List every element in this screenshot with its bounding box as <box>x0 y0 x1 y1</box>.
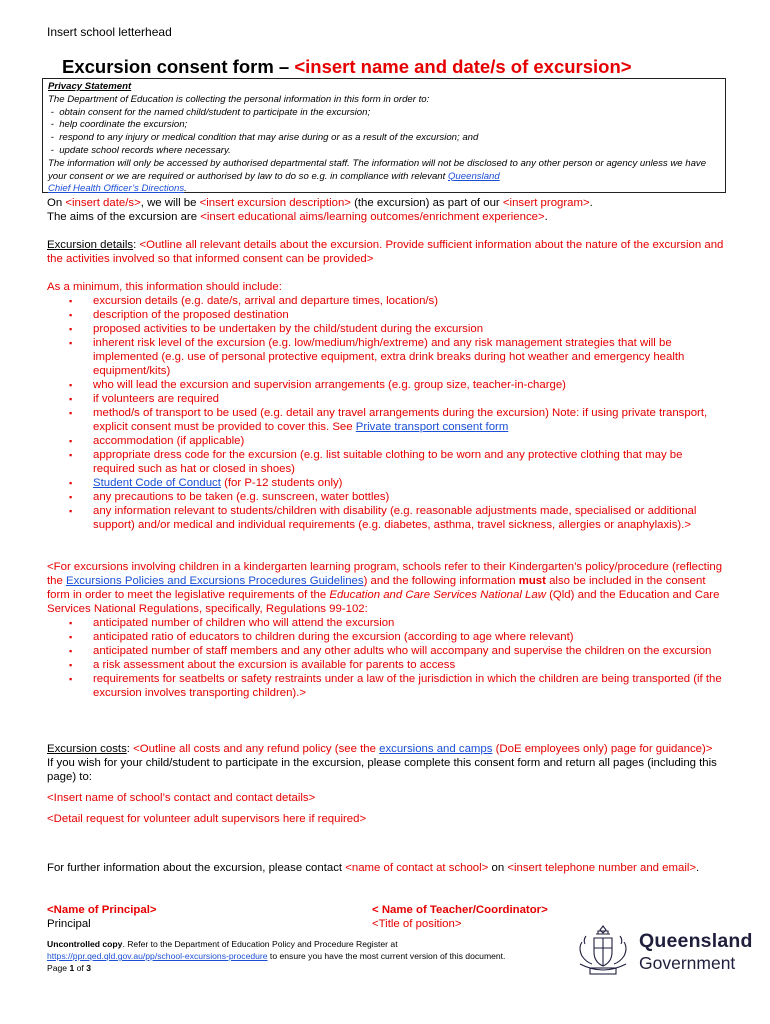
aims-placeholder: <insert educational aims/learning outcomes/enrichment experience> <box>200 211 545 223</box>
list-item: ▪ method/s of transport to be used (e.g. detail any travel arrangements during the excursion) Note: if using private transport, explicit consent must be provided to cover this. See Private transport consent form <box>47 406 727 434</box>
letterhead-placeholder: Insert school letterhead <box>47 25 172 39</box>
list-item: ▪ accommodation (if applicable) <box>47 434 727 448</box>
list-item: ▪ if volunteers are required <box>47 392 727 406</box>
list-item: ▪ a risk assessment about the excursion is available for parents to access <box>47 658 727 672</box>
list-item: ▪ description of the proposed destination <box>47 308 727 322</box>
list-item: ▪ any information relevant to students/children with disability (e.g. reasonable adjustments made, specialised or additional support) and/or medical and individual requirements (e.g. diabetes, asthma, travel sickness, allergies or anaphylaxis).> <box>47 504 727 532</box>
list-item: ▪ who will lead the excursion and supervision arrangements (e.g. group size, teacher-in-charge) <box>47 378 727 392</box>
logo-line1: Queensland <box>639 930 753 952</box>
description-placeholder: <insert excursion description> <box>199 197 351 209</box>
school-contact-placeholder: <Insert name of school’s contact and contact details> <box>47 792 316 804</box>
footer: Uncontrolled copy. Refer to the Department of Education Policy and Procedure Register at https://ppr.qed.qld.gov.au/pp/school-excursions-procedure to ensure you have the most current version of this document. Page 1 of 3 <box>47 938 567 974</box>
list-item: ▪ requirements for seatbelts or safety restraints under a law of the jurisdiction in which the children are being transported (if the excursion involves transporting children).> <box>47 672 727 700</box>
title-placeholder: <insert name and date/s of excursion> <box>294 56 632 77</box>
qld-government-logo <box>574 922 753 978</box>
page-number: Page 1 of 3 <box>47 963 91 973</box>
excursions-guidelines-link[interactable]: Excursions Policies and Excursions Procedures Guidelines <box>66 575 364 587</box>
date-placeholder: <insert date/s> <box>65 197 141 209</box>
privacy-heading: Privacy Statement <box>48 81 132 92</box>
cho-directions-link[interactable]: Chief Health Officer’s Directions <box>48 183 185 195</box>
privacy-intro: The Department of Education is collecting the personal information in this form in order to: <box>48 93 430 105</box>
program-placeholder: <insert program> <box>502 197 590 209</box>
minimum-heading: As a minimum, this information should include: <box>47 281 282 293</box>
further-info: For further information about the excursion, please contact <name of contact at school> on <insert telephone number and email>. <box>47 862 700 874</box>
principal-name-placeholder: <Name of Principal> <box>47 904 157 916</box>
list-item: ▪ anticipated number of staff members and any other adults who will accompany and supervise the children on the excursion <box>47 644 727 658</box>
qld-link[interactable]: Queensland <box>447 170 500 182</box>
kindergarten-section: <For excursions involving children in a kindergarten learning program, schools refer to their Kindergarten’s policy/procedure (reflecting the Excursions Policies and Excursions Procedures Guidelines) and the following information must also be included in the consent form in order to meet the legislative requirements of the Education and Care Services National Law (Qld) and the Education and Care Services National Regulations, specifically, Regulations 99-102: ▪ anticipated number of children who will attend the excursion ▪ anticipated ratio of educators to children during the excursion (according to age where relevant) ▪ anticipated number of staff members and any other adults who will accompany and supervise the children on the excursion ▪ a risk assessment about the excursion is available for parents to access ▪ requirements for seatbelts or safety restraints under a law of the jurisdiction in which the children are being transported (if the excursion involves transporting children).> <box>47 560 727 700</box>
coat-of-arms-icon <box>574 922 632 978</box>
page-title <box>62 56 632 78</box>
privacy-item: - obtain consent for the named child/student to participate in the excursion; <box>48 106 371 118</box>
volunteer-placeholder: <Detail request for volunteer adult supervisors here if required> <box>47 813 367 825</box>
excursions-camps-link[interactable]: excursions and camps <box>379 743 493 755</box>
costs-label: Excursion costs <box>47 743 127 755</box>
contact-name-placeholder: <name of contact at school> <box>345 862 489 874</box>
list-item: ▪ excursion details (e.g. date/s, arrival and departure times, location/s) <box>47 294 727 308</box>
contact-phone-placeholder: <insert telephone number and email> <box>507 862 697 874</box>
details-list <box>47 294 727 532</box>
ppr-url-link[interactable]: https://ppr.qed.qld.gov.au/pp/school-excursions-procedure <box>47 951 268 961</box>
privacy-item: - help coordinate the excursion; <box>48 119 188 131</box>
excursion-costs-section: Excursion costs: <Outline all costs and any refund policy (see the excursions and camps (DoE employees only) page for guidance)> If you wish for your child/student to participate in the excursion, please complete this consent form and return all pages (including this page) to: <Insert name of school’s contact and contact details> <Detail request for volunteer adult supervisors here if required> <box>47 742 727 826</box>
list-item: ▪ inherent risk level of the excursion (e.g. low/medium/high/extreme) and any risk management strategies that will be implemented (e.g. use of personal protective equipment, extra drink breaks during hot weather and emergency health equipment/kits) <box>47 336 727 378</box>
kindy-list <box>47 616 727 700</box>
principal-signature <box>47 903 347 931</box>
privacy-item: - respond to any injury or medical condition that may arise during or as a result of the excursion; and <box>48 132 479 144</box>
list-item: ▪ any precautions to be taken (e.g. sunscreen, water bottles) <box>47 490 727 504</box>
list-item: ▪ anticipated ratio of educators to children during the excursion (according to age where relevant) <box>47 630 727 644</box>
list-item: ▪ Student Code of Conduct (for P-12 students only) <box>47 476 727 490</box>
list-item: ▪ appropriate dress code for the excursion (e.g. list suitable clothing to be worn and any protective clothing that may be required such as hat or closed in shoes) <box>47 448 727 476</box>
list-item: ▪ proposed activities to be undertaken by the child/student during the excursion <box>47 322 727 336</box>
title-main: Excursion consent form – <box>62 56 295 77</box>
return-instructions: If you wish for your child/student to participate in the excursion, please complete this consent form and return all pages (including this page) to: <box>47 757 717 783</box>
details-label: Excursion details <box>47 239 134 251</box>
private-transport-link[interactable]: Private transport consent form <box>355 421 509 433</box>
principal-title: Principal <box>47 918 91 930</box>
privacy-statement-box <box>42 78 726 193</box>
teacher-title-placeholder: <Title of position> <box>372 918 462 930</box>
teacher-name-placeholder: < Name of Teacher/Coordinator> <box>372 904 548 916</box>
privacy-closing: The information will only be accessed by authorised departmental staff. The information will not be disclosed to any other person or agency unless we have your consent or we are required or authorised by law to do so e.g. in compliance with relevant Queensland Chief Health Officer’s Directions. <box>48 157 707 195</box>
list-item: ▪ anticipated number of children who will attend the excursion <box>47 616 727 630</box>
code-of-conduct-link[interactable]: Student Code of Conduct <box>93 477 221 489</box>
uncontrolled-copy: Uncontrolled copy <box>47 939 123 949</box>
logo-line2: Government <box>639 953 736 973</box>
intro-paragraph: On <insert date/s>, we will be <insert excursion description> (the excursion) as part of our <insert program>. The aims of the excursion are <insert educational aims/learning outcomes/enrichment experience>. <box>47 197 593 223</box>
excursion-details-section: Excursion details: <Outline all relevant details about the excursion. Provide sufficient information about the nature of the excursion and the activities involved so that informed consent can be provided> As a minimum, this information should include: ▪ excursion details (e.g. date/s, arrival and departure times, location/s) ▪ description of the proposed destination ▪ proposed activities to be undertaken by the child/student during the excursion ▪ inherent risk level of the excursion (e.g. low/medium/high/extreme) and any risk management strategies that will be implemented (e.g. use of personal protective equipment, extra drink breaks during hot weather and emergency health equipment/kits) ▪ who will lead the excursion and supervision arrangements (e.g. group size, teacher-in-charge) ▪ if volunteers are required ▪ method/s of transport to be used (e.g. detail any travel arrangements during the excursion) Note: if using private transport, explicit consent must be provided to cover this. See Private transport consent form ▪ accommodation (if applicable) ▪ appropriate dress code for the excursion (e.g. list suitable clothing to be worn and any protective clothing that may be required such as hat or closed in shoes) ▪ Student Code of Conduct (for P-12 students only) ▪ any precautions to be taken (e.g. sunscreen, water bottles) ▪ any information relevant to students/children with disability (e.g. reasonable adjustments made, specialised or additional support) and/or medical and individual requirements (e.g. diabetes, asthma, travel sickness, allergies or anaphylaxis).> <box>47 238 727 532</box>
details-outline: <Outline all relevant details about the excursion. Provide sufficient information about the nature of the excursion and the activities involved so that informed consent can be provided> <box>47 239 724 265</box>
privacy-item: - update school records where necessary. <box>48 144 231 156</box>
